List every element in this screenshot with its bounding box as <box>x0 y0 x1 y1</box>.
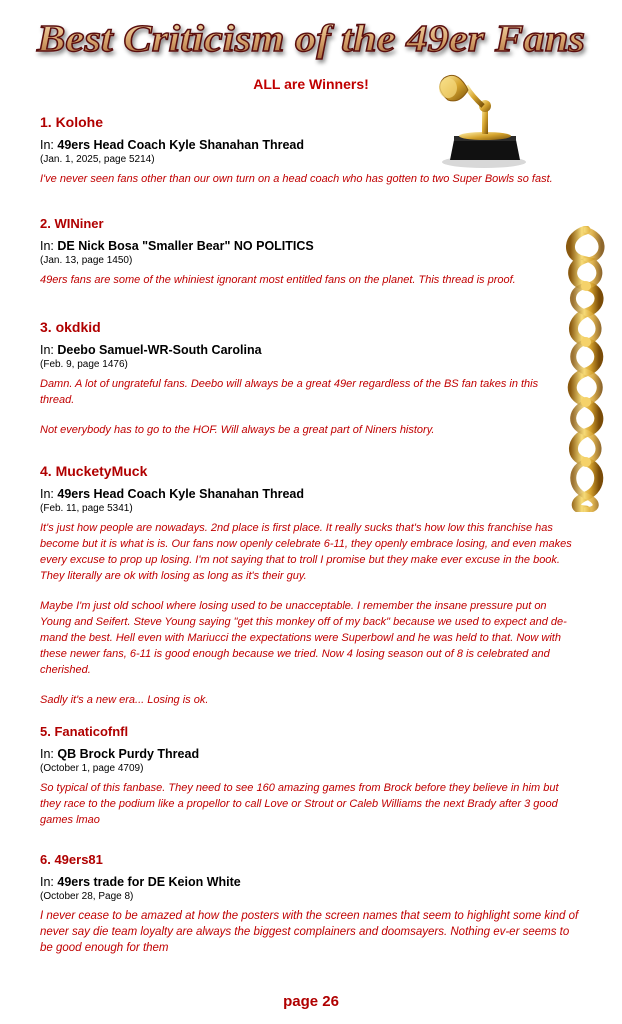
entry-meta: (Feb. 11, page 5341) <box>40 503 133 514</box>
entry-thread: In: DE Nick Bosa "Smaller Bear" NO POLITICS <box>40 239 314 253</box>
entry-6 <box>40 852 580 956</box>
entry-meta: (Feb. 9, page 1476) <box>40 359 128 370</box>
page-title: Best Criticism of the 49er Fans <box>35 18 585 60</box>
entry-1 <box>40 114 580 187</box>
entry-thread: In: QB Brock Purdy Thread <box>40 747 200 761</box>
entry-quote: I never cease to be amazed at how the posters with the screen names that seem to highlight some kind of never say die team loyalty are always the biggest complainers and doomsayers. Nothing ev-er seems to be good enough for them <box>40 910 579 954</box>
entry-quote: 49ers fans are some of the whiniest ignorant most entitled fans on the planet. This thread is proof. <box>40 274 516 286</box>
entry-author: 6. 49ers81 <box>40 852 103 867</box>
entry-meta: (October 28, Page 8) <box>40 891 134 902</box>
entry-author: 4. MucketyMuck <box>40 463 148 479</box>
entry-quote: It's just how people are nowadays. 2nd place is first place. It really sucks that's how low this franchise has become but it is what is is. Our fans now openly celebrate 6-11, they openly embrace losing, and even makes every excuse to prop up losing. I'm not saying that to troll I promise but they make ever excuse in the book. They literally are ok with losing as long as it's their guy. Maybe I'm just old school where losing used to be unacceptable. I remember the insane pressure put on Young and Seifert. Steve Young saying "get this monkey off of my back" because we used to expect and de-mand the best. Hell even with Mariucci the expectations were Superbowl and he was held to that. Now with these newer fans, 6-11 is good enough because we tried. Now 4 losing season out of 8 is celebrated and cherished. Sadly it's a new era... Losing is ok. <box>40 522 572 706</box>
entry-quote: So typical of this fanbase. They need to see 160 amazing games from Brock before they believe in him but they race to the podium like a propellor to call Love or Strout or Caleb Williams the next Brady after 3 good games lmao <box>40 782 559 826</box>
entry-author: 1. Kolohe <box>40 114 104 130</box>
entry-thread: In: 49ers trade for DE Keion White <box>40 875 241 889</box>
entry-5 <box>40 724 580 828</box>
page-number: page 26 <box>283 993 339 1010</box>
entry-2 <box>40 216 580 288</box>
entry-meta: (October 1, page 4709) <box>40 763 144 774</box>
entry-author: 2. WINiner <box>40 216 104 231</box>
title-banner <box>0 8 622 68</box>
entry-quote: Damn. A lot of ungrateful fans. Deebo will always be a great 49er regardless of the BS fan takes in this thread. Not everybody has to go to the HOF. Will always be a great part of Niners history. <box>40 378 539 436</box>
entry-thread: In: Deebo Samuel-WR-South Carolina <box>40 343 262 357</box>
entry-author: 5. Fanaticofnfl <box>40 724 129 739</box>
subtitle: ALL are Winners! <box>253 76 369 92</box>
entry-thread: In: 49ers Head Coach Kyle Shanahan Thread <box>40 138 304 152</box>
entry-meta: (Jan. 1, 2025, page 5214) <box>40 154 155 165</box>
entry-quote: I've never seen fans other than our own turn on a head coach who has gotten to two Super Bowls so fast. <box>40 173 553 185</box>
entry-4 <box>40 463 580 708</box>
entry-author: 3. okdkid <box>40 319 101 335</box>
entry-meta: (Jan. 13, page 1450) <box>40 255 133 266</box>
entry-thread: In: 49ers Head Coach Kyle Shanahan Thread <box>40 487 304 501</box>
entry-3 <box>40 319 560 438</box>
